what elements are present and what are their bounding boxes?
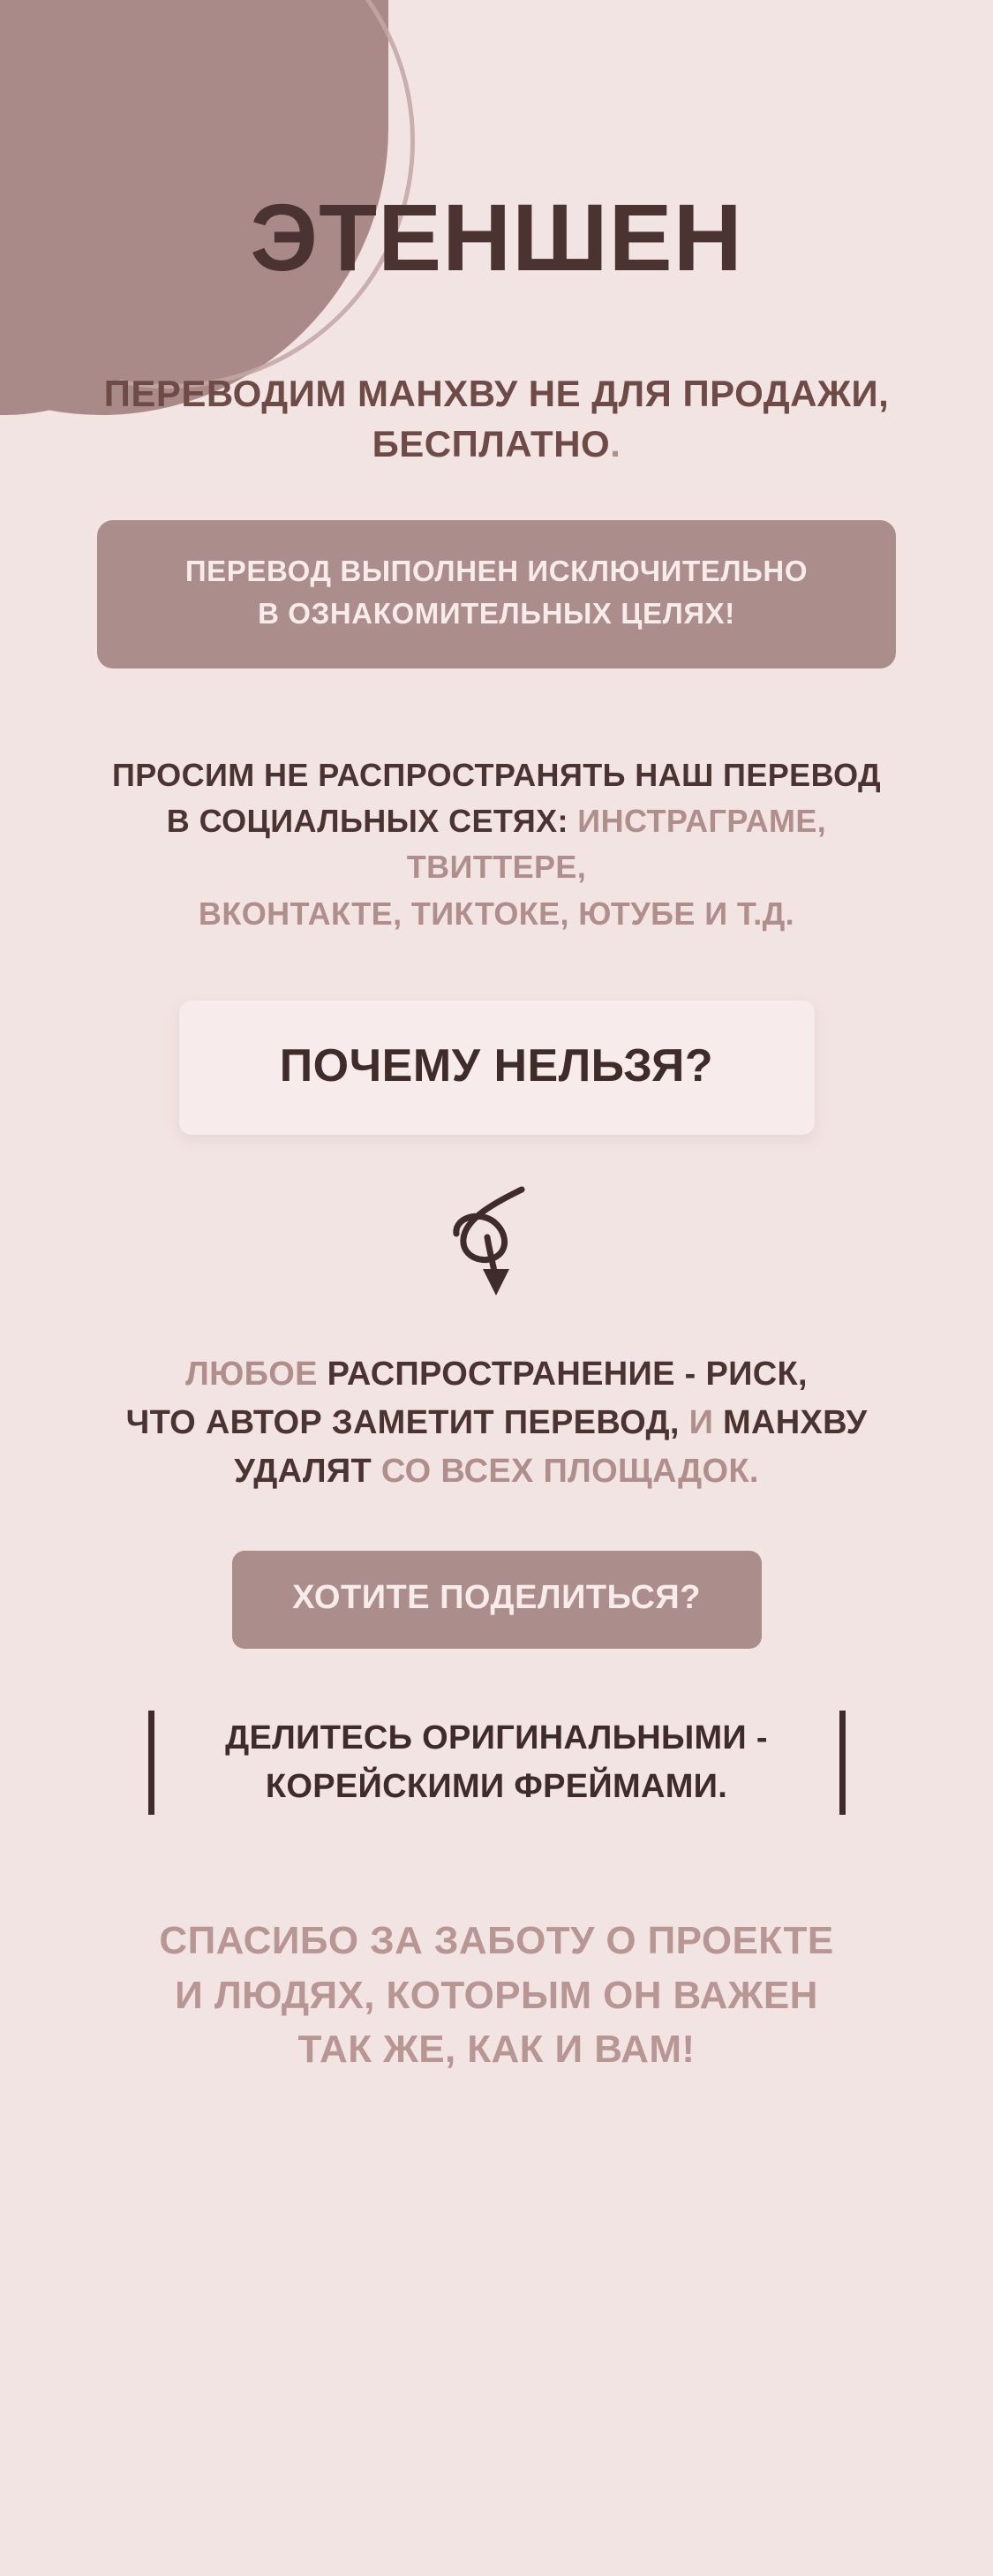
thanks-line-2: И ЛЮДЯХ, КОТОРЫМ ОН ВАЖЕН (175, 1973, 818, 2017)
quote-bar-right (839, 1711, 846, 1815)
reason-line-1-main: РАСПРОСТРАНЕНИЕ - РИСК, (317, 1355, 808, 1393)
quote-bar-left (148, 1711, 154, 1815)
curly-arrow-down-icon (444, 1184, 550, 1299)
request-line-3: ВКОНТАКТЕ, ТИКТОКЕ, ЮТУБЕ И Т.Д. (198, 895, 795, 932)
disclaimer-line-1: ПЕРЕВОД ВЫПОЛНЕН ИСКЛЮЧИТЕЛЬНО (184, 555, 809, 588)
lead-line-1: ПЕРЕВОДИМ МАНХВУ НЕ ДЛЯ ПРОДАЖИ, (103, 373, 890, 414)
page-title: ЭТЕНШЕН (250, 184, 743, 291)
disclaimer-line-2: В ОЗНАКОМИТЕЛЬНЫХ ЦЕЛЯХ! (258, 597, 735, 631)
quote-text (190, 1711, 804, 1815)
reason-line-2-main2: МАНХВУ (713, 1403, 868, 1441)
reason-line-3-muted: СО ВСЕХ ПЛОЩАДОК. (380, 1453, 759, 1490)
lead-line-2 (88, 419, 905, 470)
reason-paragraph (88, 1350, 905, 1496)
quote-block (148, 1711, 846, 1815)
request-line-1: ПРОСИМ НЕ РАСПРОСТРАНЯТЬ НАШ ПЕРЕВОД (111, 757, 882, 794)
lead-line-2-main: БЕСПЛАТНО (372, 422, 611, 465)
quote-line-1: ДЕЛИТЕСЬ ОРИГИНАЛЬНЫМИ - (225, 1719, 768, 1757)
share-pill-text: ХОТИТЕ ПОДЕЛИТЬСЯ? (292, 1579, 701, 1617)
request-line-2 (88, 798, 905, 890)
thanks-line-3: ТАК ЖЕ, КАК И ВАМ! (297, 2028, 696, 2072)
lead-statement (88, 369, 905, 469)
reason-line-2-main: ЧТО АВТОР ЗАМЕТИТ ПЕРЕВОД, (125, 1403, 689, 1441)
reason-line-3 (88, 1447, 905, 1496)
reason-line-1 (88, 1350, 905, 1399)
request-line-2-main: В СОЦИАЛЬНЫХ СЕТЯХ: (166, 803, 568, 840)
lead-line-2-accent: . (610, 422, 621, 465)
share-pill (232, 1551, 762, 1649)
quote-line-2: КОРЕЙСКИМИ ФРЕЙМАМИ. (265, 1768, 728, 1806)
arrow-container (88, 1184, 905, 1299)
thanks-message (88, 1914, 905, 2201)
reason-line-3-main: УДАЛЯТ (234, 1453, 381, 1490)
thanks-line-1: СПАСИБО ЗА ЗАБОТУ О ПРОЕКТЕ (159, 1919, 834, 1963)
disclaimer-banner (97, 520, 896, 669)
reason-line-2-muted: И (688, 1403, 714, 1441)
request-line-2-muted: ИНСТРАГРАМЕ, ТВИТТЕРЕ, (406, 803, 827, 886)
question-card (179, 1001, 815, 1135)
request-paragraph (88, 752, 905, 937)
reason-line-1-muted: ЛЮБОЕ (185, 1355, 318, 1393)
reason-line-2 (88, 1399, 905, 1447)
question-card-text: ПОЧЕМУ НЕЛЬЗЯ? (279, 1039, 714, 1092)
